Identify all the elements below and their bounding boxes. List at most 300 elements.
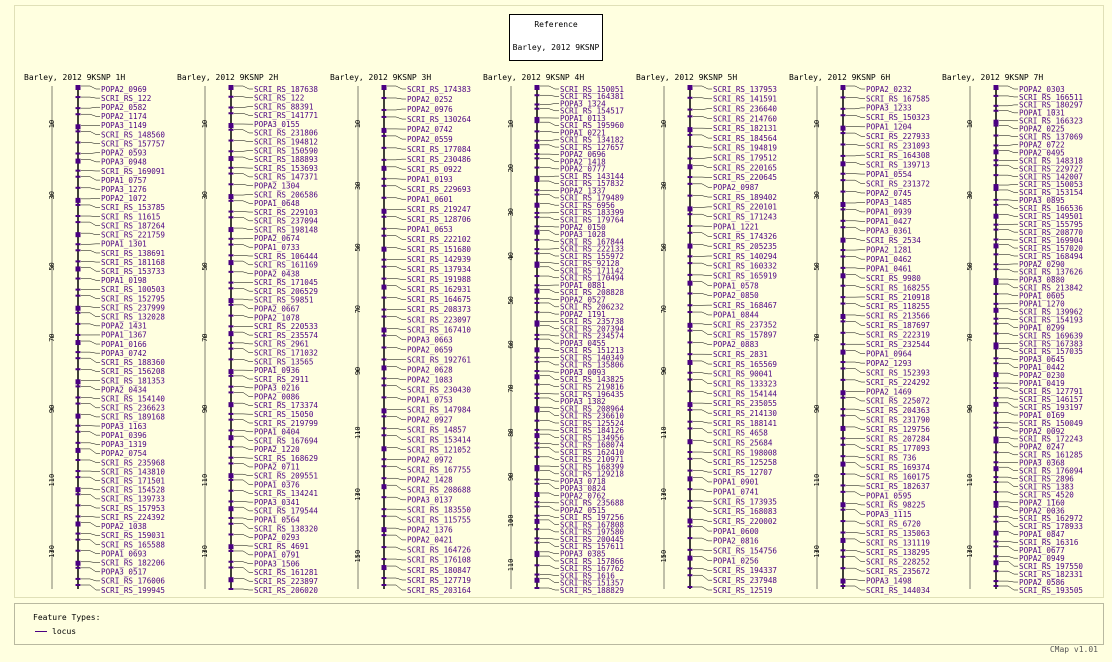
locus-feature[interactable]: [841, 226, 913, 235]
locus-feature[interactable]: [76, 367, 166, 376]
locus-label[interactable]: SCRI_RS_236610: [560, 411, 625, 421]
locus-mark[interactable]: [841, 473, 846, 475]
locus-label[interactable]: SCRI_RS_171243: [713, 212, 778, 222]
locus-label[interactable]: POPA2_0927: [407, 415, 453, 425]
locus-label[interactable]: POPA2_0421: [407, 535, 453, 545]
locus-label[interactable]: SCRI_RS_162931: [407, 285, 472, 295]
locus-mark[interactable]: [841, 397, 846, 399]
locus-label[interactable]: SCRI_RS_231093: [866, 141, 931, 151]
locus-label[interactable]: SCRI_RS_138295: [866, 547, 931, 557]
locus-label[interactable]: SCRI_RS_208964: [560, 404, 625, 414]
locus-label[interactable]: SCRI_RS_166536: [1019, 204, 1084, 214]
locus-label[interactable]: POPA1_0600: [713, 526, 759, 536]
locus-label[interactable]: SCRI_RS_115755: [407, 515, 472, 525]
locus-label[interactable]: SCRI_RS_157611: [560, 542, 625, 552]
locus-feature[interactable]: [229, 472, 319, 481]
locus-feature[interactable]: [76, 493, 166, 503]
locus-label[interactable]: POPA1_1367: [101, 330, 147, 340]
locus-mark[interactable]: [688, 97, 693, 99]
locus-label[interactable]: SCRI_RS_164308: [866, 150, 931, 160]
locus-feature[interactable]: [76, 176, 147, 185]
locus-label[interactable]: POPA1_0601: [407, 195, 453, 205]
locus-mark[interactable]: [535, 361, 540, 363]
locus-mark[interactable]: [994, 204, 999, 206]
locus-mark[interactable]: [994, 159, 999, 161]
locus-label[interactable]: SCRI_RS_187264: [101, 221, 166, 231]
locus-label[interactable]: SCRI_RS_127657: [560, 142, 625, 152]
locus-mark[interactable]: [841, 532, 846, 534]
locus-feature[interactable]: [841, 142, 931, 151]
locus-label[interactable]: SCRI_RS_168399: [560, 462, 625, 472]
locus-label[interactable]: SCRI_RS_15050: [254, 410, 314, 420]
locus-label[interactable]: POPA3_1163: [101, 421, 147, 431]
locus-label[interactable]: POPA1_0881: [560, 280, 606, 290]
locus-mark[interactable]: [229, 473, 234, 478]
locus-mark[interactable]: [535, 298, 540, 300]
locus-label[interactable]: SCRI_RS_157757: [101, 139, 166, 149]
locus-label[interactable]: SCRI_RS_236623: [101, 403, 166, 413]
locus-label[interactable]: SCRI_RS_184126: [560, 426, 625, 436]
locus-mark[interactable]: [382, 128, 387, 133]
locus-feature[interactable]: [76, 121, 148, 130]
locus-mark[interactable]: [994, 516, 999, 518]
locus-label[interactable]: SCRI_RS_154140: [101, 394, 166, 404]
locus-mark[interactable]: [535, 121, 540, 123]
locus-feature[interactable]: [229, 419, 319, 428]
locus-feature[interactable]: [841, 548, 931, 557]
locus-mark[interactable]: [382, 515, 387, 517]
locus-label[interactable]: SCRI_RS_206586: [254, 190, 319, 200]
locus-label[interactable]: POPA3_1233: [866, 103, 912, 113]
locus-label[interactable]: SCRI_RS_220533: [254, 322, 319, 332]
locus-label[interactable]: SCRI_RS_157035: [1019, 347, 1084, 357]
locus-label[interactable]: SCRI_RS_237948: [713, 575, 778, 585]
locus-label[interactable]: POPA2_0582: [101, 103, 147, 113]
locus-feature[interactable]: [382, 415, 453, 424]
locus-label[interactable]: SCRI_RS_157020: [1019, 243, 1084, 253]
locus-mark[interactable]: [688, 549, 693, 551]
locus-label[interactable]: SCRI_RS_148560: [101, 130, 166, 140]
locus-mark[interactable]: [535, 108, 540, 110]
locus-label[interactable]: SCRI_RS_147371: [254, 172, 319, 182]
locus-label[interactable]: POPA1_0442: [1019, 363, 1065, 373]
locus-feature[interactable]: [76, 422, 147, 431]
locus-label[interactable]: POPA2_1160: [1019, 498, 1065, 508]
locus-feature[interactable]: [382, 345, 454, 354]
locus-label[interactable]: POPA2_1304: [254, 181, 300, 191]
locus-mark[interactable]: [994, 481, 999, 483]
locus-mark[interactable]: [688, 476, 693, 481]
locus-mark[interactable]: [841, 567, 846, 569]
locus-label[interactable]: POPA2_0722: [1019, 140, 1065, 150]
locus-label[interactable]: POPA2_0247: [1019, 442, 1065, 452]
locus-feature[interactable]: [76, 577, 166, 586]
locus-feature[interactable]: [382, 295, 472, 304]
locus-label[interactable]: SCRI_RS_157866: [560, 556, 625, 566]
locus-feature[interactable]: [76, 403, 166, 413]
locus-label[interactable]: POPA1_0554: [866, 169, 912, 179]
locus-feature[interactable]: [229, 304, 300, 314]
locus-label[interactable]: SCRI_RS_167585: [866, 94, 931, 104]
locus-mark[interactable]: [382, 135, 387, 137]
locus-label[interactable]: SCRI_RS_164726: [407, 545, 472, 555]
locus-label[interactable]: POPA1_0964: [866, 349, 912, 359]
locus-label[interactable]: POPA1_0936: [254, 366, 300, 376]
locus-feature[interactable]: [688, 476, 760, 486]
locus-mark[interactable]: [76, 368, 81, 370]
locus-label[interactable]: SCRI_RS_189402: [713, 192, 778, 202]
locus-label[interactable]: SCRI_RS_189168: [101, 412, 166, 422]
locus-label[interactable]: POPA3_0880: [1019, 275, 1065, 285]
locus-label[interactable]: SCRI_RS_169639: [1019, 331, 1084, 341]
locus-label[interactable]: SCRI_RS_171142: [560, 266, 625, 276]
locus-label[interactable]: SCRI_RS_143810: [101, 467, 166, 477]
locus-label[interactable]: SCRI_RS_2896: [1019, 474, 1074, 484]
locus-feature[interactable]: [229, 489, 319, 498]
locus-label[interactable]: POPA2_1072: [101, 194, 147, 204]
locus-mark[interactable]: [535, 492, 540, 497]
locus-feature[interactable]: [688, 134, 778, 143]
locus-label[interactable]: POPA3_0155: [254, 119, 300, 129]
locus-mark[interactable]: [76, 470, 81, 472]
locus-label[interactable]: SCRI_RS_2961: [254, 339, 309, 349]
locus-feature[interactable]: [688, 427, 769, 437]
locus-feature[interactable]: [229, 533, 300, 542]
locus-mark[interactable]: [535, 537, 540, 539]
locus-label[interactable]: SCRI_RS_167844: [560, 237, 625, 247]
locus-mark[interactable]: [535, 564, 540, 566]
locus-label[interactable]: SCRI_RS_204363: [866, 406, 931, 416]
locus-label[interactable]: SCRI_RS_167383: [1019, 339, 1084, 349]
locus-label[interactable]: SCRI_RS_208373: [407, 305, 472, 315]
locus-feature[interactable]: [841, 189, 912, 198]
locus-feature[interactable]: [76, 331, 147, 340]
locus-mark[interactable]: [76, 232, 81, 237]
locus-feature[interactable]: [76, 357, 166, 367]
locus-mark[interactable]: [688, 556, 693, 561]
locus-label[interactable]: SCRI_RS_224292: [866, 377, 931, 387]
locus-label[interactable]: POPA2_0086: [254, 392, 300, 402]
locus-mark[interactable]: [229, 577, 234, 582]
locus-label[interactable]: SCRI_RS_220165: [713, 163, 778, 173]
locus-mark[interactable]: [994, 451, 999, 453]
locus-mark[interactable]: [994, 224, 999, 226]
locus-mark[interactable]: [688, 330, 693, 332]
locus-mark[interactable]: [994, 199, 999, 201]
locus-mark[interactable]: [688, 537, 693, 539]
locus-label[interactable]: SCRI_RS_1383: [1019, 482, 1074, 492]
locus-feature[interactable]: [841, 444, 931, 453]
locus-mark[interactable]: [229, 435, 234, 440]
locus-feature[interactable]: [76, 431, 148, 440]
locus-mark[interactable]: [688, 451, 693, 453]
locus-mark[interactable]: [841, 367, 846, 369]
locus-label[interactable]: POPA1_0605: [1019, 291, 1065, 301]
locus-mark[interactable]: [229, 85, 234, 90]
locus-mark[interactable]: [229, 358, 234, 360]
locus-label[interactable]: POPA3_1506: [254, 559, 300, 569]
locus-label[interactable]: POPA2_0303: [1019, 84, 1065, 94]
locus-feature[interactable]: [688, 154, 778, 163]
locus-feature[interactable]: [382, 556, 472, 565]
locus-feature[interactable]: [841, 387, 913, 396]
locus-mark[interactable]: [535, 130, 540, 132]
locus-label[interactable]: POPA2_0252: [407, 94, 453, 104]
locus-label[interactable]: SCRI_RS_157953: [101, 503, 166, 513]
locus-mark[interactable]: [229, 446, 234, 448]
locus-mark[interactable]: [76, 459, 81, 461]
locus-feature[interactable]: [76, 549, 147, 558]
locus-label[interactable]: SCRI_RS_4658: [713, 428, 768, 438]
locus-mark[interactable]: [76, 425, 81, 427]
locus-feature[interactable]: [688, 556, 760, 566]
locus-feature[interactable]: [229, 120, 300, 129]
locus-mark[interactable]: [382, 458, 387, 460]
locus-feature[interactable]: [229, 287, 319, 296]
locus-mark[interactable]: [841, 96, 846, 98]
locus-mark[interactable]: [535, 157, 540, 159]
locus-label[interactable]: POPA2_1083: [407, 375, 453, 385]
locus-mark[interactable]: [229, 348, 234, 350]
locus-mark[interactable]: [841, 520, 846, 522]
locus-mark[interactable]: [382, 534, 387, 536]
locus-feature[interactable]: [229, 542, 310, 551]
locus-feature[interactable]: [382, 285, 472, 295]
locus-mark[interactable]: [229, 325, 234, 327]
locus-feature[interactable]: [229, 190, 319, 199]
locus-mark[interactable]: [382, 335, 387, 337]
locus-mark[interactable]: [76, 170, 81, 172]
locus-mark[interactable]: [76, 431, 81, 433]
locus-feature[interactable]: [382, 165, 462, 174]
locus-mark[interactable]: [841, 155, 846, 157]
locus-mark[interactable]: [841, 444, 846, 446]
locus-label[interactable]: SCRI_RS_135806: [560, 360, 625, 370]
locus-feature[interactable]: [688, 438, 773, 447]
locus-feature[interactable]: [229, 234, 301, 243]
chromosome-map-4[interactable]: [507, 85, 624, 595]
locus-label[interactable]: SCRI_RS_231790: [866, 415, 931, 425]
locus-mark[interactable]: [994, 382, 999, 384]
locus-mark[interactable]: [382, 285, 387, 290]
locus-label[interactable]: POPA2_0762: [560, 491, 606, 501]
locus-mark[interactable]: [229, 533, 234, 535]
locus-mark[interactable]: [841, 314, 846, 319]
locus-mark[interactable]: [382, 259, 387, 261]
locus-mark[interactable]: [994, 283, 999, 285]
locus-mark[interactable]: [382, 484, 387, 489]
locus-label[interactable]: POPA3_0948: [101, 157, 147, 167]
locus-label[interactable]: SCRI_RS_137069: [1019, 132, 1084, 142]
locus-mark[interactable]: [535, 230, 540, 235]
locus-feature[interactable]: [841, 340, 931, 349]
locus-feature[interactable]: [841, 501, 926, 510]
locus-mark[interactable]: [535, 325, 540, 327]
locus-feature[interactable]: [382, 446, 472, 455]
locus-label[interactable]: POPA3_0742: [101, 348, 147, 358]
locus-mark[interactable]: [994, 144, 999, 146]
locus-label[interactable]: POPA3_0368: [1019, 458, 1065, 468]
locus-mark[interactable]: [535, 483, 540, 485]
locus-feature[interactable]: [229, 102, 314, 111]
locus-mark[interactable]: [76, 260, 81, 262]
locus-label[interactable]: SCRI_RS_221759: [101, 230, 166, 240]
locus-label[interactable]: POPA2_0438: [254, 269, 300, 279]
locus-label[interactable]: POPA2_0816: [713, 536, 759, 546]
locus-feature[interactable]: [841, 556, 931, 567]
locus-label[interactable]: POPA1_0578: [713, 281, 759, 291]
locus-label[interactable]: POPA2_1038: [101, 522, 147, 532]
locus-mark[interactable]: [841, 226, 846, 228]
locus-feature[interactable]: [229, 278, 319, 287]
locus-mark[interactable]: [841, 437, 846, 439]
locus-mark[interactable]: [535, 311, 540, 313]
locus-mark[interactable]: [994, 323, 999, 325]
locus-label[interactable]: SCRI_RS_172243: [1019, 434, 1084, 444]
locus-label[interactable]: SCRI_RS_125524: [560, 418, 625, 428]
locus-label[interactable]: SCRI_RS_231372: [866, 179, 931, 189]
locus-label[interactable]: SCRI_RS_59851: [254, 295, 314, 305]
locus-feature[interactable]: [76, 285, 166, 294]
locus-label[interactable]: SCRI_RS_227933: [866, 132, 931, 142]
locus-feature[interactable]: [229, 498, 301, 507]
locus-label[interactable]: SCRI_RS_152393: [866, 368, 931, 378]
locus-mark[interactable]: [688, 232, 693, 234]
locus-label[interactable]: SCRI_RS_150590: [254, 146, 319, 156]
map-title-6[interactable]: Barley, 2012 9KSNP 6H: [789, 73, 891, 82]
locus-mark[interactable]: [76, 266, 81, 271]
locus-mark[interactable]: [535, 519, 540, 524]
locus-mark[interactable]: [688, 341, 693, 343]
locus-label[interactable]: POPA3_0663: [407, 335, 453, 345]
locus-mark[interactable]: [535, 248, 540, 250]
locus-feature[interactable]: [688, 95, 778, 104]
locus-label[interactable]: POPA2_0036: [1019, 506, 1065, 516]
locus-label[interactable]: SCRI_RS_131119: [866, 538, 931, 548]
locus-label[interactable]: SCRI_RS_149501: [1019, 212, 1084, 222]
locus-label[interactable]: SCRI_RS_220645: [713, 173, 778, 183]
locus-mark[interactable]: [994, 560, 999, 565]
locus-feature[interactable]: [382, 245, 472, 254]
locus-label[interactable]: SCRI_RS_210918: [866, 292, 931, 302]
locus-mark[interactable]: [229, 457, 234, 459]
locus-feature[interactable]: [841, 397, 931, 406]
locus-label[interactable]: POPA1_0404: [254, 427, 300, 437]
locus-label[interactable]: SCRI_RS_16316: [1019, 538, 1079, 548]
locus-feature[interactable]: [229, 85, 319, 94]
locus-label[interactable]: POPA2_0674: [254, 234, 300, 244]
locus-label[interactable]: POPA1_0396: [101, 430, 147, 440]
locus-mark[interactable]: [841, 85, 846, 90]
locus-feature[interactable]: [841, 453, 917, 462]
locus-label[interactable]: SCRI_RS_224392: [101, 512, 166, 522]
locus-label[interactable]: SCRI_RS_165919: [713, 271, 778, 281]
locus-label[interactable]: SCRI_RS_90041: [713, 369, 773, 379]
chromosome-map-1[interactable]: [48, 85, 165, 595]
locus-feature[interactable]: [76, 385, 148, 394]
locus-label[interactable]: SCRI_RS_1616: [560, 571, 615, 581]
locus-label[interactable]: SCRI_RS_197550: [1019, 561, 1084, 571]
locus-mark[interactable]: [994, 110, 999, 112]
locus-label[interactable]: SCRI_RS_200445: [560, 534, 625, 544]
locus-label[interactable]: POPA2_0969: [101, 84, 147, 94]
locus-mark[interactable]: [229, 523, 234, 525]
locus-label[interactable]: SCRI_RS_230486: [407, 154, 472, 164]
locus-mark[interactable]: [76, 323, 81, 325]
locus-mark[interactable]: [76, 515, 81, 517]
locus-feature[interactable]: [229, 138, 319, 147]
locus-feature[interactable]: [76, 221, 166, 230]
locus-feature[interactable]: [382, 145, 472, 154]
locus-mark[interactable]: [994, 412, 999, 414]
locus-feature[interactable]: [688, 419, 778, 428]
locus-label[interactable]: SCRI_RS_214760: [713, 114, 778, 124]
locus-mark[interactable]: [688, 183, 693, 185]
locus-label[interactable]: POPA3_1115: [866, 510, 912, 520]
locus-mark[interactable]: [841, 502, 846, 507]
locus-feature[interactable]: [76, 567, 147, 577]
locus-mark[interactable]: [76, 215, 81, 217]
locus-label[interactable]: SCRI_RS_180297: [1019, 100, 1084, 110]
locus-mark[interactable]: [76, 379, 81, 384]
map-title-7[interactable]: Barley, 2012 9KSNP 7H: [942, 73, 1044, 82]
locus-mark[interactable]: [535, 225, 540, 227]
locus-feature[interactable]: [688, 281, 760, 291]
locus-label[interactable]: POPA2_1376: [407, 525, 453, 535]
locus-label[interactable]: SCRI_RS_168074: [560, 440, 625, 450]
locus-mark[interactable]: [382, 546, 387, 548]
locus-label[interactable]: SCRI_RS_122: [101, 93, 152, 103]
locus-feature[interactable]: [688, 574, 778, 585]
locus-mark[interactable]: [994, 308, 999, 313]
locus-feature[interactable]: [382, 335, 453, 345]
locus-feature[interactable]: [229, 550, 301, 560]
locus-feature[interactable]: [688, 85, 778, 94]
locus-feature[interactable]: [76, 349, 147, 358]
locus-label[interactable]: SCRI_RS_150323: [866, 113, 931, 123]
locus-mark[interactable]: [535, 587, 540, 589]
locus-label[interactable]: POPA1_0564: [254, 515, 300, 525]
locus-label[interactable]: POPA3_0718: [560, 476, 606, 486]
locus-mark[interactable]: [994, 214, 999, 219]
locus-label[interactable]: SCRI_RS_206232: [560, 302, 625, 312]
locus-mark[interactable]: [841, 390, 846, 395]
locus-feature[interactable]: [841, 236, 922, 245]
locus-label[interactable]: SCRI_RS_197256: [560, 513, 625, 523]
locus-label[interactable]: SCRI_RS_179544: [254, 506, 319, 516]
chromosome-map-2[interactable]: [201, 85, 318, 595]
locus-feature[interactable]: [688, 144, 778, 153]
locus-mark[interactable]: [688, 409, 693, 411]
locus-label[interactable]: SCRI_RS_125258: [713, 458, 778, 468]
locus-label[interactable]: SCRI_RS_154193: [1019, 315, 1084, 325]
locus-mark[interactable]: [535, 338, 540, 340]
locus-label[interactable]: SCRI_RS_164381: [560, 92, 625, 102]
locus-mark[interactable]: [76, 385, 81, 387]
locus-label[interactable]: SCRI_RS_197580: [560, 527, 625, 537]
locus-label[interactable]: POPA3_1498: [866, 576, 912, 586]
locus-feature[interactable]: [229, 269, 301, 278]
locus-mark[interactable]: [994, 501, 999, 506]
locus-mark[interactable]: [841, 556, 846, 558]
locus-mark[interactable]: [76, 204, 81, 206]
locus-feature[interactable]: [841, 585, 931, 595]
locus-feature[interactable]: [841, 85, 912, 94]
locus-mark[interactable]: [229, 140, 234, 142]
locus-mark[interactable]: [688, 500, 693, 502]
locus-mark[interactable]: [382, 216, 387, 218]
locus-label[interactable]: SCRI_RS_2831: [713, 350, 768, 360]
